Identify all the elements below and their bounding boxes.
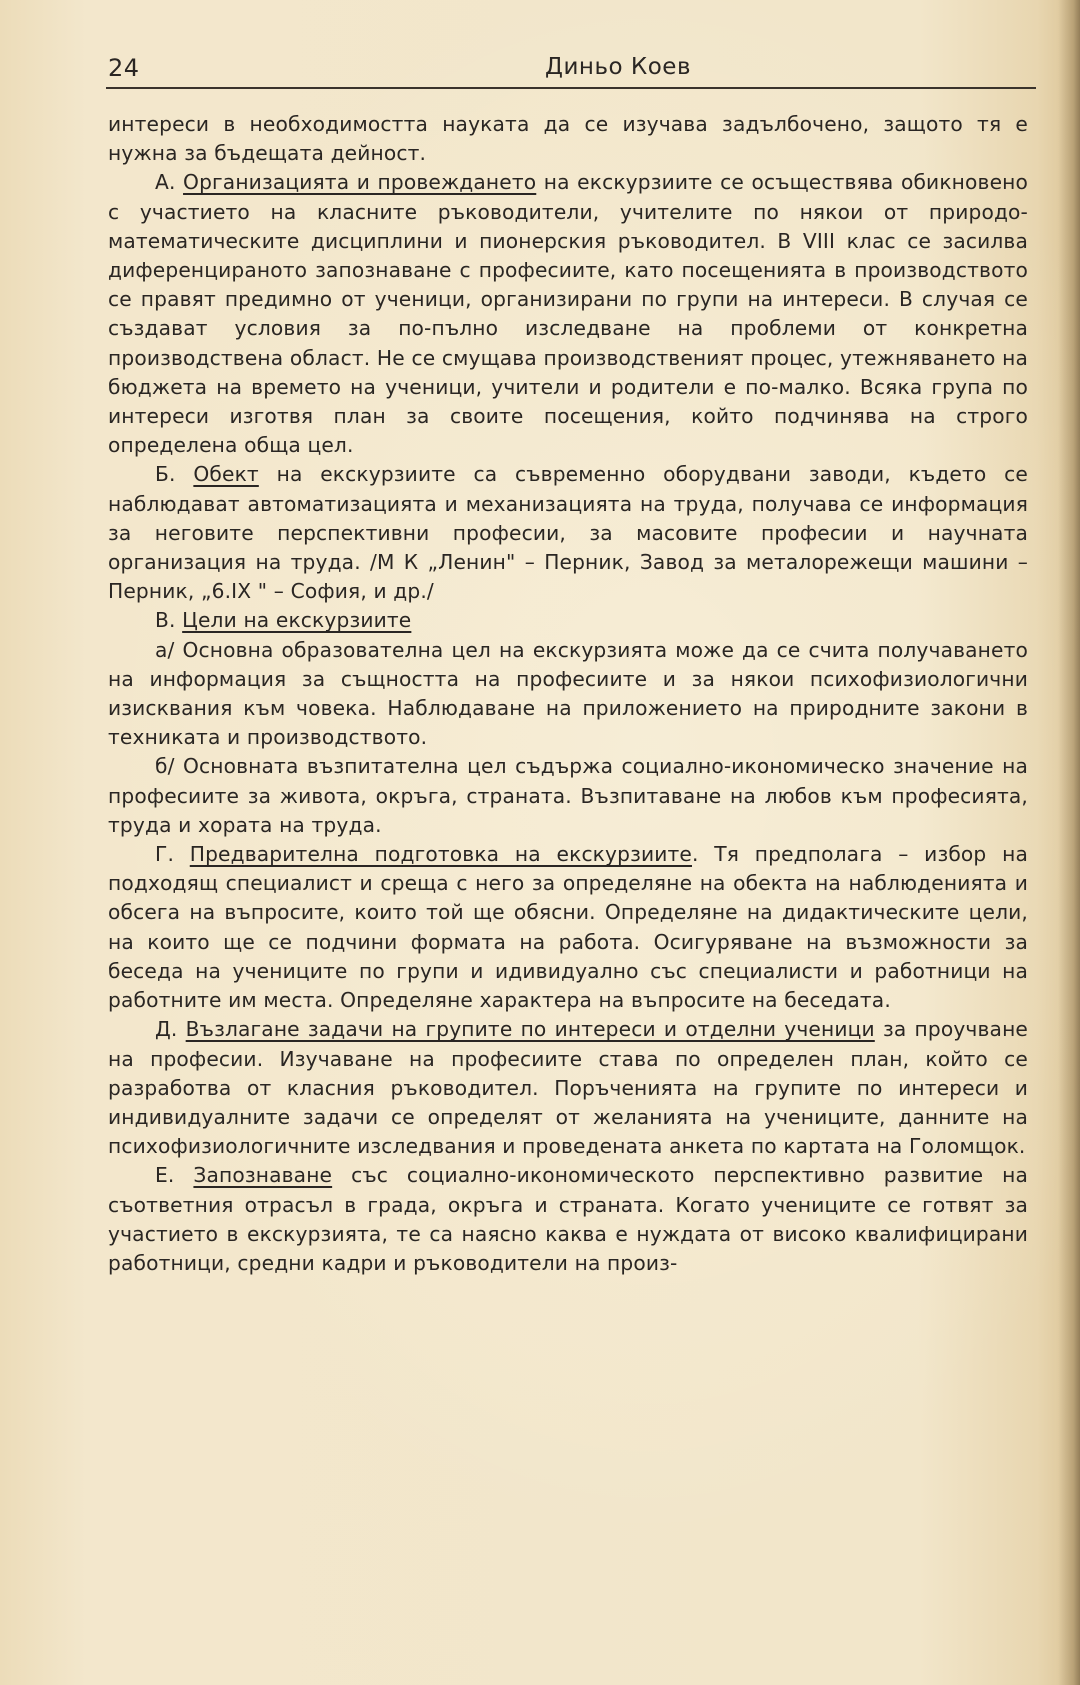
- section-heading-d: Възлагане задачи на групите по интереси и отделни ученици: [185, 1017, 875, 1042]
- paragraph-v-goals: [108, 606, 1028, 635]
- section-heading-a: Организацията и провеждането: [183, 170, 537, 195]
- page-header: [108, 50, 1034, 90]
- paragraph-goal-a: а/ Основна образователна цел на екскурзията може да се счита получаването на информация за същността на професиите и за някои психофизиологични изисквания към човека. Наблюдаване на приложението на природните закони в техниката и производството.: [108, 637, 1028, 750]
- section-mark-v: В.: [155, 608, 176, 633]
- paragraph-g-preparation: Г. Предварителна подготовка на екскурзиите. Тя предполага – избор на подходящ специалист и среща с него за определяне на обекта на наблюденията и обсега на въпросите, които той ще обясни. Определяне на дидактическите цели, на които ще се подчини формата на работа. Осигуряване на възможности за беседа на учениците по групи и идивидуално със специалисти и работници на работните им места. Определяне характера на въпросите на беседата.: [108, 842, 1028, 1013]
- section-heading-v: Цели на екскурзиите: [182, 608, 412, 633]
- body-text: [108, 110, 1028, 1278]
- paragraph-goal-b: б/ Основната възпитателна цел съдържа социално-икономическо значение на професиите за живота, окръга, страната. Възпитаване на любов към професията, труда и хората на труда.: [108, 754, 1028, 837]
- paragraph-continuation: интереси в необходимостта науката да се изучава задълбочено, защото тя е нужна за бъдещата дейност.: [108, 112, 1028, 166]
- paragraph-b-object: Б. Обект на екскурзиите са съвременно оборудвани заводи, където се наблюдават автоматизацията и механизацията на труда, получава се информация за неговите перспективни професии, за масовите професии и научната организация на труда. /М К „Ленин" – Перник, Завод за металорежещи машини – Перник, „6.IX " – София, и др./: [108, 462, 1028, 604]
- section-heading-e: Запознаване: [193, 1163, 333, 1188]
- section-mark-a: А.: [155, 170, 176, 195]
- paragraph-e-familiarization: Е. Запознаване със социално-икономическото перспективно развитие на съответния отрасъл в града, окръга и страната. Когато учениците се готвят за участието в екскурзията, те са наясно каква е нуждата от високо квалифицирани работници, средни кадри и ръководители на произ-: [108, 1163, 1028, 1275]
- section-heading-b: Обект: [193, 462, 259, 487]
- running-head-author: Диньо Коев: [545, 54, 691, 80]
- section-heading-g: Предварителна подготовка на екскурзиите: [189, 842, 692, 867]
- paragraph-d-assignments: Д. Възлагане задачи на групите по интереси и отделни ученици за проучване на професии. Изучаване на професиите става по определен план, който се разработва от класния ръководител. Поръченията на групите по интереси и индивидуалните задачи се определят от желанията на учениците, данните на психофизиологичните изследвания и проведената анкета по картата на Голомщок.: [108, 1017, 1028, 1159]
- section-mark-b: Б.: [155, 462, 176, 487]
- page-edge-shadow: [1058, 0, 1080, 1685]
- header-rule: [106, 87, 1036, 89]
- paragraph-a-organization: А. Организацията и провеждането на екскурзиите се осъществява обикновено с участието на класните ръководители, учителите по някои от природо-математическите дисциплини и пионерския ръководител. В VIII клас се засилва диференцираното запознаване с професиите, като посещенията в производството се правят предимно от ученици, организирани по групи на интереси. В случая се създават условия за по-пълно изследване на проблеми от конкретна производствена област. Не се смущава производственият процес, утежняването на бюджета на времето на ученици, учители и родители е по-малко. Всяка група по интереси изготвя план за своите посещения, който подчинява на строго определена обща цел.: [108, 170, 1028, 458]
- section-mark-d: Д.: [155, 1017, 178, 1042]
- page-number: 24: [108, 54, 140, 82]
- section-mark-g: Г.: [155, 842, 175, 867]
- section-mark-e: Е.: [155, 1163, 175, 1188]
